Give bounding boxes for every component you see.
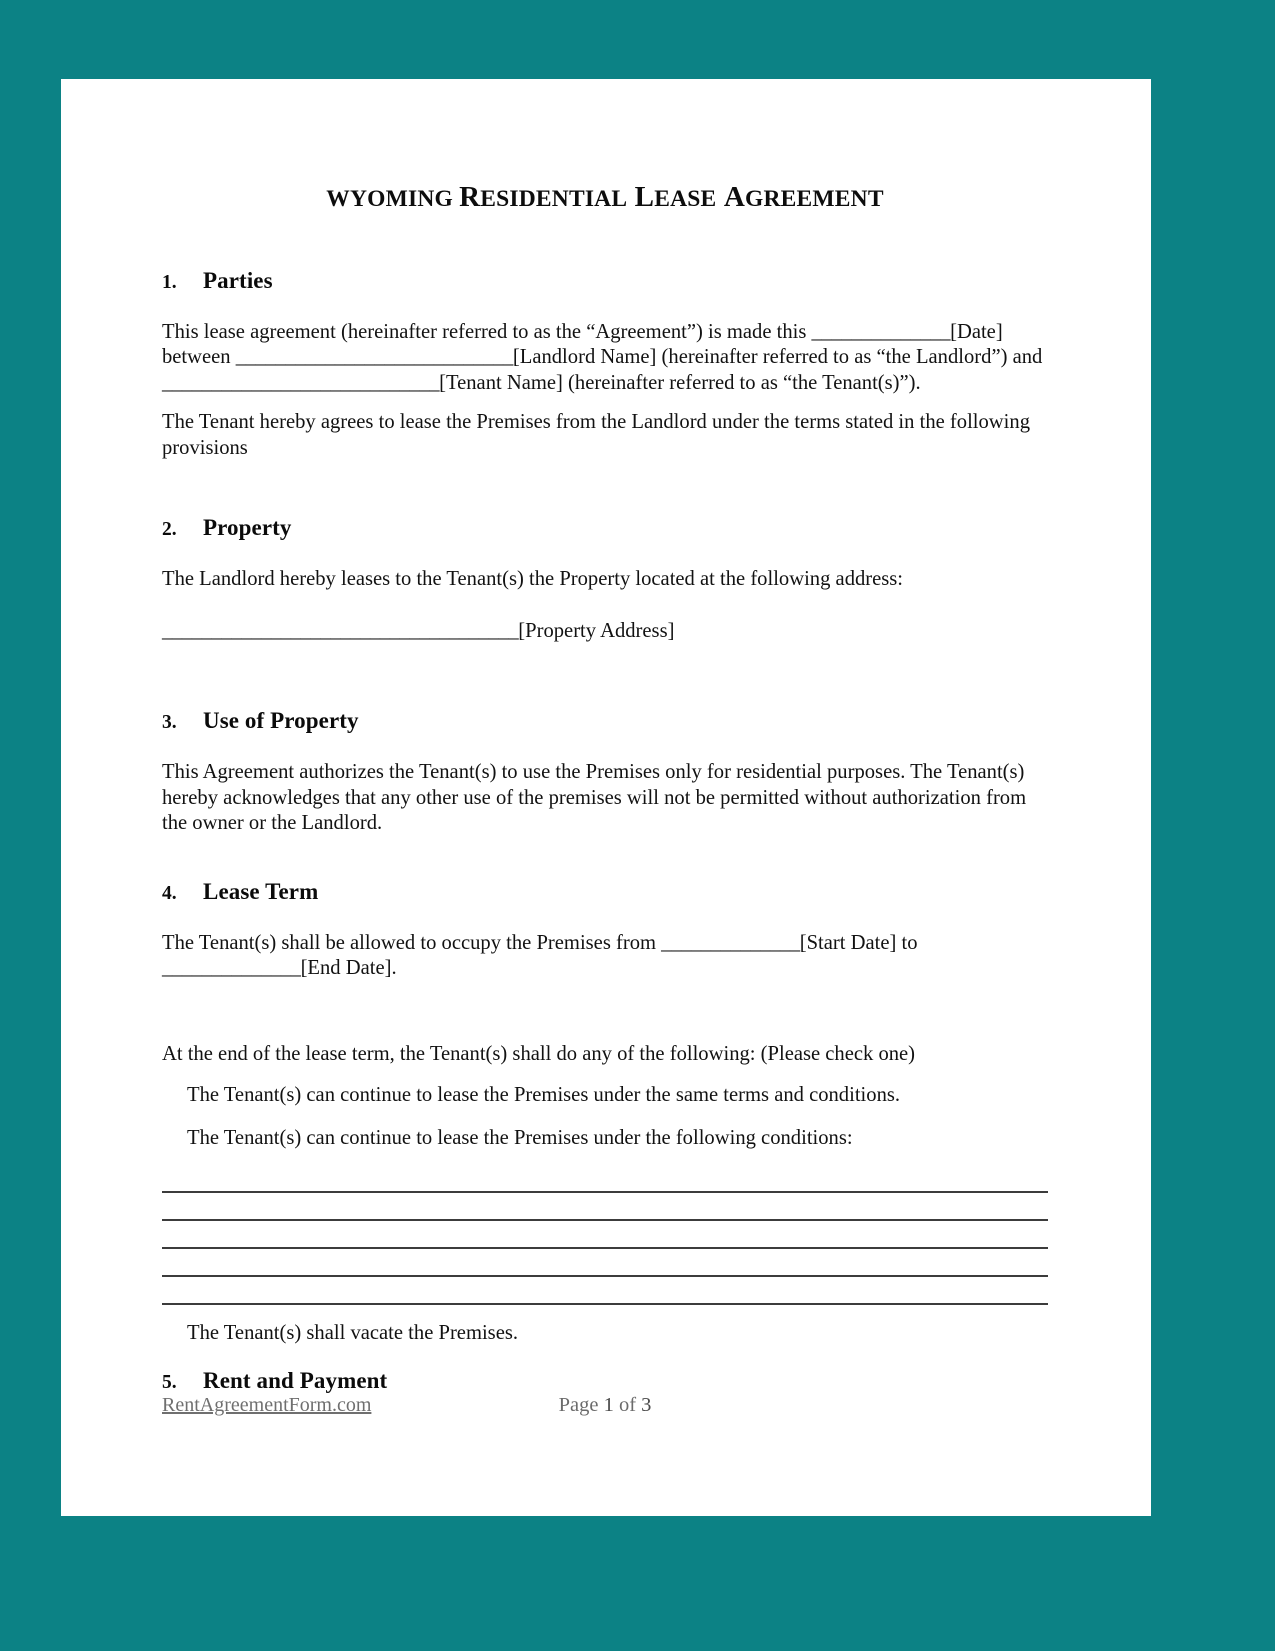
section-title-lease-term: Lease Term: [203, 878, 319, 904]
page-content-column: [162, 79, 1048, 1516]
footer-page-number: [162, 1394, 1048, 1417]
lease-term-text-b: [Start Date] to: [799, 931, 918, 954]
blank-write-line[interactable]: [162, 1193, 1048, 1221]
section-number-4: 4.: [162, 882, 177, 904]
section-title-rent-and-payment: Rent and Payment: [203, 1367, 388, 1393]
lease-term-end-date-blank[interactable]: ______________: [162, 957, 301, 980]
page-footer: [162, 1394, 1048, 1417]
blank-write-line[interactable]: [162, 1249, 1048, 1277]
conditions-blank-lines[interactable]: [162, 1165, 1048, 1305]
footer-page-current: 1: [603, 1394, 614, 1416]
footer-page-total: 3: [641, 1394, 652, 1416]
parties-tenant-blank[interactable]: ____________________________: [162, 371, 440, 394]
section-heading-lease-term: [162, 879, 1048, 905]
parties-paragraph-2: The Tenant hereby agrees to lease the Premises from the Landlord under the terms stated in the following provisions: [162, 411, 1030, 459]
lease-term-option-3[interactable]: The Tenant(s) shall vacate the Premises.: [187, 1322, 518, 1345]
property-address-label: [Property Address]: [518, 619, 675, 642]
property-address-line: [162, 619, 1048, 645]
parties-landlord-blank[interactable]: ____________________________: [235, 346, 513, 369]
lease-term-text-c: [End Date].: [300, 957, 397, 980]
title-state-word: WYOMING: [326, 186, 453, 212]
section-heading-property: [162, 515, 1048, 541]
parties-text-b: [Date] between: [162, 320, 1003, 369]
blank-write-line[interactable]: [162, 1165, 1048, 1193]
section-heading-use-of-property: [162, 708, 1048, 734]
use-of-property-paragraph-1: This Agreement authorizes the Tenant(s) to use the Premises only for residential purposes. The Tenant(s) hereby acknowledges that any other use of the premises will not be permitted without authorization from the owner or the Landlord.: [162, 761, 1027, 835]
parties-text-d: [Tenant Name] (hereinafter referred to as “the Tenant(s)”).: [439, 371, 921, 394]
section-title-property: Property: [203, 515, 292, 541]
footer-page-prefix: Page: [558, 1394, 604, 1416]
lease-term-option-2[interactable]: The Tenant(s) can continue to lease the Premises under the following conditions:: [187, 1126, 853, 1149]
section-number-3: 3.: [162, 712, 177, 734]
property-address-blank[interactable]: ____________________________________: [162, 619, 519, 642]
parties-text-c: [Landlord Name] (hereinafter referred to as “the Landlord”) and: [512, 346, 1043, 369]
footer-page-middle: of: [613, 1394, 642, 1416]
section-number-2: 2.: [162, 519, 177, 541]
parties-date-blank[interactable]: ______________: [811, 320, 951, 343]
lease-term-paragraph-1: [162, 931, 1048, 982]
section-number-5: 5.: [162, 1371, 177, 1393]
section-title-parties: Parties: [203, 267, 273, 293]
lease-term-start-date-blank[interactable]: ______________: [661, 931, 800, 954]
section-heading-rent-and-payment: [162, 1368, 1048, 1394]
parties-paragraph-1: [162, 320, 1048, 397]
document-page: [61, 79, 1151, 1516]
section-title-use-of-property: Use of Property: [203, 708, 359, 734]
section-heading-parties: [162, 268, 1048, 294]
lease-term-option-1[interactable]: The Tenant(s) can continue to lease the Premises under the same terms and conditions.: [187, 1084, 901, 1107]
parties-text-a: This lease agreement (hereinafter referred to as the “Agreement”) is made this: [162, 320, 812, 343]
property-paragraph-1: The Landlord hereby leases to the Tenant(s) the Property located at the following address:: [162, 568, 904, 591]
title-main-text: RESIDENTIAL LEASE AGREEMENT: [459, 181, 884, 213]
lease-term-check-prompt: At the end of the lease term, the Tenant(s) shall do any of the following: (Please check one): [162, 1042, 916, 1065]
blank-write-line[interactable]: [162, 1277, 1048, 1305]
footer-site-link[interactable]: RentAgreementForm.com: [162, 1394, 372, 1416]
section-number-1: 1.: [162, 271, 177, 293]
page-title: [162, 79, 1048, 214]
blank-write-line[interactable]: [162, 1221, 1048, 1249]
lease-term-text-a: The Tenant(s) shall be allowed to occupy the Premises from: [162, 931, 662, 954]
